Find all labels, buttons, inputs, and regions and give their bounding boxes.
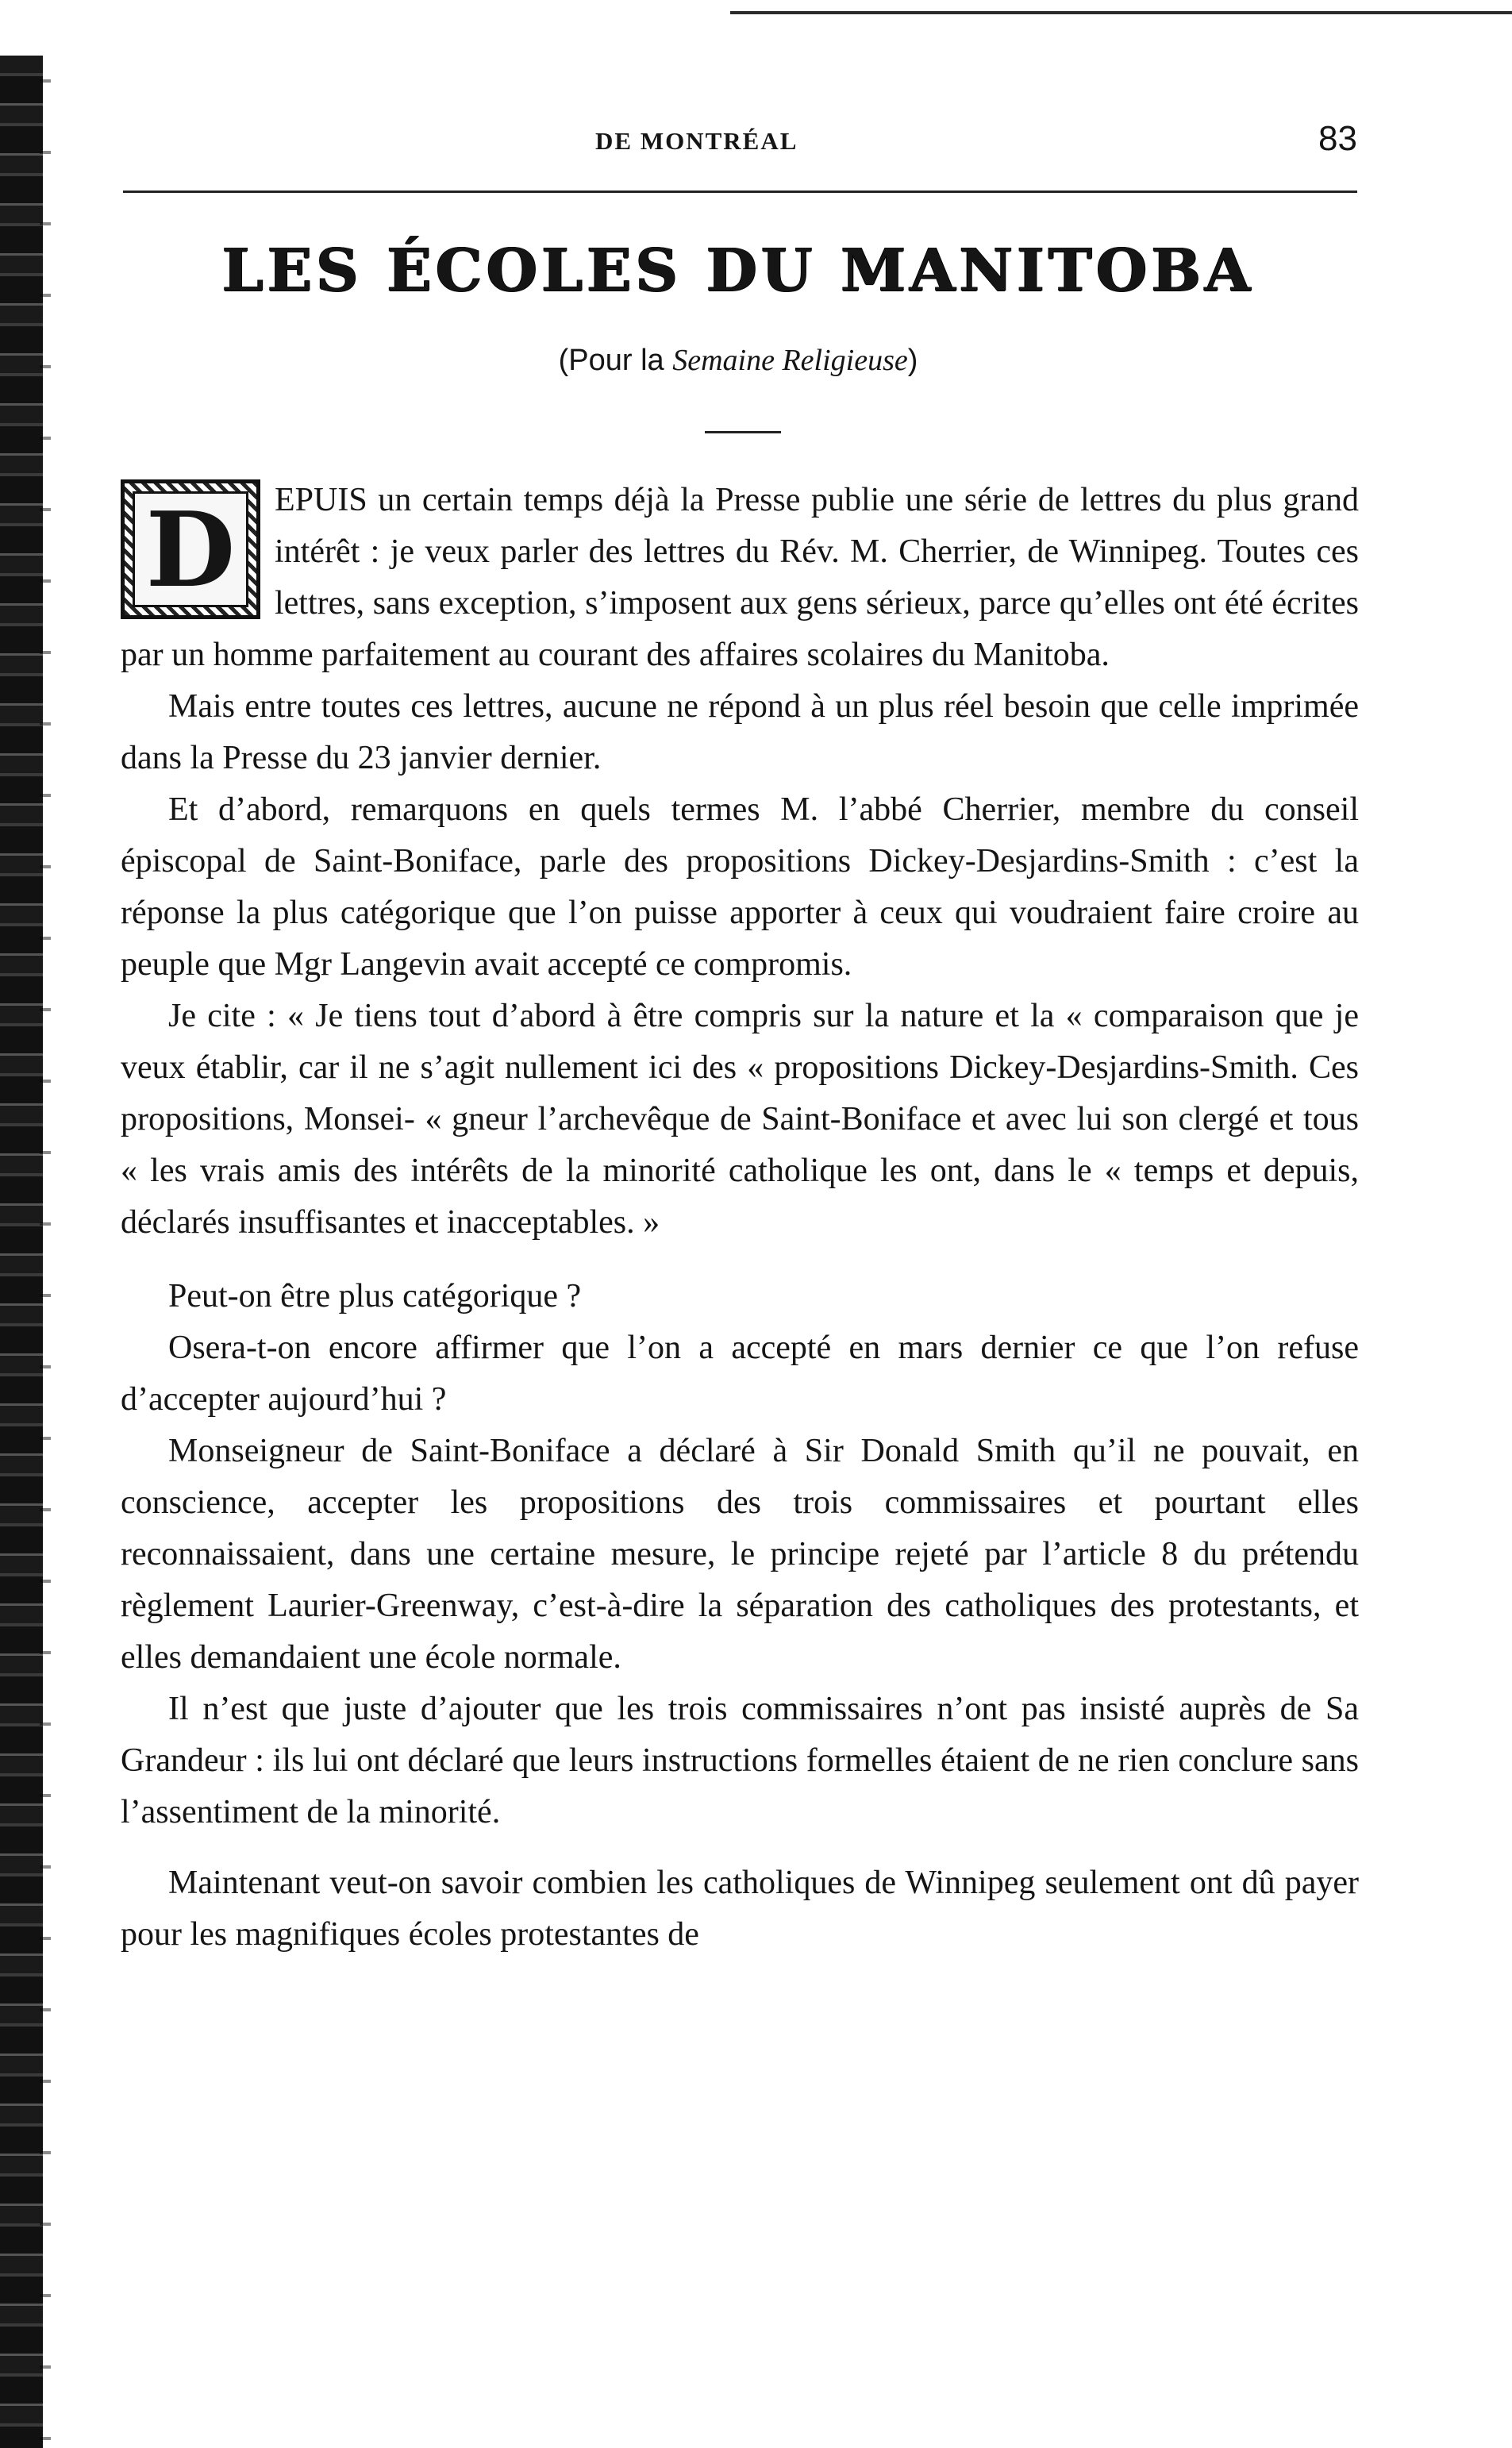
subtitle-prefix: (Pour la xyxy=(558,344,673,377)
running-head: DE MONTRÉAL xyxy=(595,127,798,155)
paragraph-quote: Je cite : « Je tiens tout d’abord à être compris sur la nature et la « comparaison que je veux établir, car il ne s’agit nullement ici des « propositions Dickey-Desjardins-Smith. Ces propositions, Monsei- « gneur l’archevêque de Saint-Boniface et avec lui son clergé et tous « les vrais amis des intérêts de la minorité catholique les ont, dans le « temps et depuis, déclarés insuffisantes et inacceptables. » xyxy=(121,998,1359,1241)
paragraph-5: Il n’est que juste d’ajouter que les trois commissaires n’ont pas insisté auprès de Sa Grandeur : ils lui ont déclaré que leurs instructions formelles étaient de ne rien conclure sans l’assentiment de la minorité. xyxy=(121,1691,1359,1830)
page-number: 83 xyxy=(1318,119,1357,158)
section-divider xyxy=(705,431,781,433)
paragraph-2: Mais entre toutes ces lettres, aucune ne répond à un plus réel besoin que celle imprimée dans la Presse du 23 janvier dernier. xyxy=(121,688,1359,776)
page-header xyxy=(119,119,1357,167)
dropcap-letter: D xyxy=(133,491,248,607)
paragraph-question-2: Osera-t-on encore affirmer que l’on a accepté en mars dernier ce que l’on refuse d’accepter aujourd’hui ? xyxy=(121,1330,1359,1418)
article-subtitle xyxy=(119,343,1357,378)
subtitle-suffix: ) xyxy=(907,344,918,377)
top-edge-rule xyxy=(730,11,1512,14)
paragraph-4: Monseigneur de Saint-Boniface a déclaré à Sir Donald Smith qu’il ne pouvait, en conscience, accepter les propositions des trois commissaires et pourtant elles reconnaissaient, dans une certaine mesure, le principe rejeté par l’article 8 du prétendu règlement Laurier-Greenway, c’est-à-dire la séparation des catholiques des protestants, et elles demandaient une école normale. xyxy=(121,1433,1359,1676)
book-spine-edge xyxy=(0,56,43,2448)
header-rule xyxy=(123,191,1357,193)
paragraph-question-1: Peut-on être plus catégorique ? xyxy=(168,1278,582,1314)
paragraph-3: Et d’abord, remarquons en quels termes M. l’abbé Cherrier, membre du conseil épiscopal de Saint-Boniface, parle des propositions Dickey-Desjardins-Smith : c’est la réponse la plus catégorique que l’on puisse apporter à ceux qui voudraient faire croire au peuple que Mgr Langevin avait accepté ce compromis. xyxy=(121,791,1359,983)
dropcap-ornament xyxy=(121,479,260,619)
article-body xyxy=(121,475,1359,1961)
article-title: LES ÉCOLES DU MANITOBA xyxy=(221,237,1255,305)
subtitle-publication: Semaine Religieuse xyxy=(672,344,908,377)
paragraph-6: Maintenant veut-on savoir combien les catholiques de Winnipeg seulement ont dû payer pour les magnifiques écoles protestantes de xyxy=(121,1865,1359,1953)
paragraph-1: EPUIS un certain temps déjà la Presse publie une série de lettres du plus grand intérêt : je veux parler des lettres du Rév. M. Cherrier, de Winnipeg. Toutes ces lettres, sans exception, s’imposent aux gens sérieux, parce qu’elles ont été écrites par un homme parfaitement au courant des affaires scolaires du Manitoba. xyxy=(121,482,1359,673)
